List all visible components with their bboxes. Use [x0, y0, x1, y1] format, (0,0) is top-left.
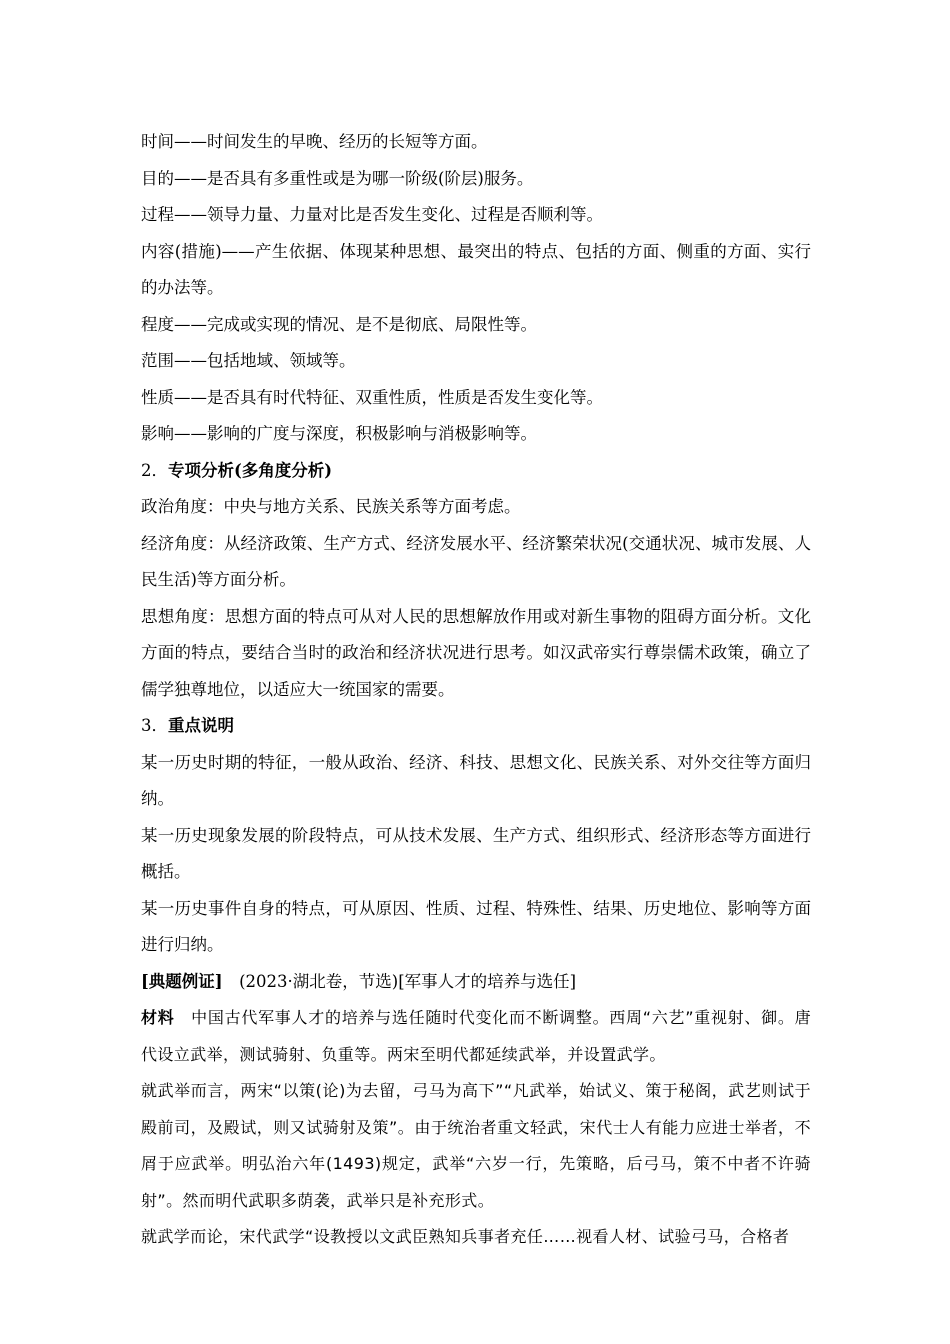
aspect-process: 过程——领导力量、力量对比是否发生变化、过程是否顺利等。: [141, 205, 603, 224]
document-content: [141, 124, 811, 1256]
example-header: [141, 964, 811, 1001]
section-2-item: 思想角度：思想方面的特点可从对人民的思想解放作用或对新生事物的阻碍方面分析。文化方面的特点，要结合当时的政治和经济状况进行思考。如汉武帝实行尊崇儒术政策，确立了儒学独尊地位，以适应大一统国家的需要。: [141, 606, 811, 699]
material-paragraph: 材料 中国古代军事人才的培养与选任随时代变化而不断调整。西周“六艺”重视射、御。唐代设立武举，测试骑射、负重等。两宋至明代都延续武举，并设置武学。: [141, 1008, 811, 1064]
section-2-item: 经济角度：从经济政策、生产方式、经济发展水平、经济繁荣状况(交通状况、城市发展、人民生活)等方面分析。: [141, 533, 811, 589]
section-3-heading: 3．重点说明: [141, 716, 234, 735]
material-paragraph: 就武举而言，两宋“以策(论)为去留，弓马为高下”“凡武举，始试义、策于秘阁，武艺则试于殿前司，及殿试，则又试骑射及策”。由于统治者重文轻武，宋代士人有能力应进士举者，不屑于应武举。明弘治六年(1493)规定，武举“六岁一行，先策略，后弓马，策不中者不许骑射”。然而明代武职多荫袭，武举只是补充形式。: [141, 1081, 811, 1210]
aspect-impact: 影响——影响的广度与深度，积极影响与消极影响等。: [141, 424, 537, 443]
material-paragraph: 就武学而论，宋代武学“设教授以文武臣熟知兵事者充任……视看人材、试验弓马，合格者: [141, 1227, 790, 1246]
example-source: (2023·湖北卷，节选)[军事人才的培养与选任]: [222, 971, 577, 991]
aspect-time: 时间——时间发生的早晚、经历的长短等方面。: [141, 132, 488, 151]
section-3-item: 某一历史现象发展的阶段特点，可从技术发展、生产方式、组织形式、经济形态等方面进行概括。: [141, 825, 811, 881]
aspect-degree: 程度——完成或实现的情况、是不是彻底、局限性等。: [141, 314, 537, 334]
material-label: 材料: [141, 1008, 175, 1027]
aspect-purpose: 目的——是否具有多重性或是为哪一阶级(阶层)服务。: [141, 168, 534, 188]
example-tag: [典题例证]: [141, 971, 223, 991]
aspect-scope: 范围——包括地域、领域等。: [141, 351, 356, 370]
aspect-content: 内容(措施)——产生依据、体现某种思想、最突出的特点、包括的方面、侧重的方面、实行的办法等。: [141, 241, 812, 297]
aspect-nature: 性质——是否具有时代特征、双重性质，性质是否发生变化等。: [141, 387, 603, 407]
section-2-heading: 2．专项分析(多角度分析): [141, 460, 333, 480]
aspect-list: [141, 124, 811, 453]
example-material: [141, 1000, 811, 1256]
section-2-item: 政治角度：中央与地方关系、民族关系等方面考虑。: [141, 497, 521, 516]
section-3-item: 某一历史时期的特征，一般从政治、经济、科技、思想文化、民族关系、对外交往等方面归纳。: [141, 752, 811, 808]
section-3-item: 某一历史事件自身的特点，可从原因、性质、过程、特殊性、结果、历史地位、影响等方面进行归纳。: [141, 898, 811, 954]
